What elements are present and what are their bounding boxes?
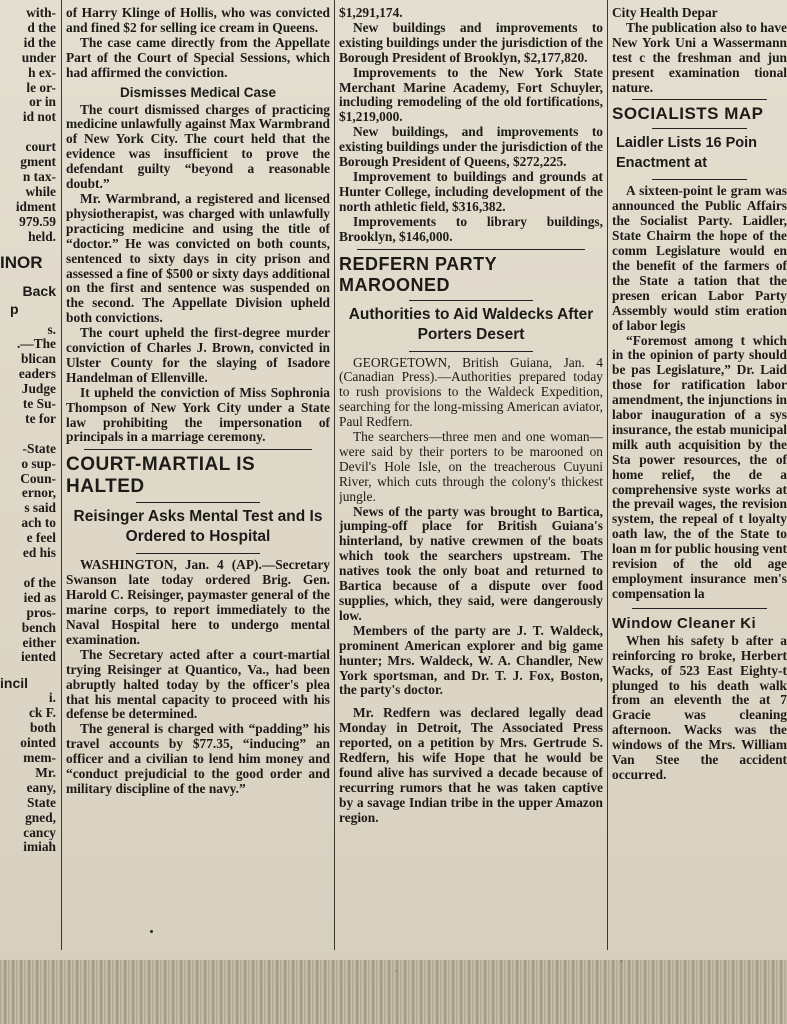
- subheadline-waldecks: Authorities to Aid Waldecks After Porters Desert: [348, 305, 594, 343]
- article-p7: WASHINGTON, Jan. 4 (AP).—Secretary Swanson late today ordered Brig. Gen. Harold C. Reisinger, paymaster general of the marine corps, to report immediately to the Naval Hospital here to undergo mental examination.: [66, 557, 330, 647]
- article-p10: Members of the party are J. T. Waldeck, prominent American explorer and big game hunter; Mrs. Waldeck, W. A. Chandler, New York sportsman, and Dr. T. J. Fox, Boston, the party's doctor.: [339, 622, 603, 698]
- column-court: [66, 6, 330, 956]
- clipped-line: Mr.: [35, 764, 56, 780]
- article-p4: Mr. Warmbrand, a registered and licensed physiotherapist, was charged with unlawfully practicing medicine and using the title of “doctor.” He was convicted on both counts, sentenced to sixty days in city prison and assessed a fine of $500 or sixty days additional on the first and sentence was suspended on the second. The Appellate Division upheld both convictions.: [66, 190, 330, 326]
- clipped-line: id not: [22, 109, 56, 125]
- clipped-line: [0, 561, 56, 576]
- article-p2: The case came directly from the Appellate Part of the Court of Special Sessions, which had affirmed the conviction.: [66, 34, 330, 80]
- article-p8: The Secretary acted after a court-martial trying Reisinger at Quantico, Va., had been abruptly halted today by the officer's plea that his mental capacity to proceed with his defense be determined.: [66, 646, 330, 722]
- torn-bottom-edge: [0, 960, 787, 1024]
- article-p2: New buildings and improvements to existing buildings under the jurisdiction of the Borough President of Brooklyn, $2,177,820.: [339, 19, 603, 65]
- article-p1: $1,291,174.: [339, 6, 403, 20]
- clipped-line: s said: [24, 500, 56, 516]
- clipped-line: gned,: [25, 809, 56, 825]
- clipped-line: both: [29, 720, 56, 736]
- clipped-line: o sup-: [21, 455, 56, 471]
- clipped-line: te Su-: [22, 396, 56, 412]
- clipped-line: h ex-: [28, 64, 56, 80]
- article-p4: “Foremost among t which in the opinion of party should be pas Legislature,” Dr. Laid those for ratification labor amendment, the injunctions in labor inauguration of a sys insurance, the estab municipal milk auth acquisition by the Sta power resources, the of home relief, the de a comprehensive syste works at the prevail wages, the revision system, the repeal of t loyalty oath law, the of the State to loan m for public housing vent revision of the old age employment insurance men's compensation la: [612, 332, 787, 601]
- column-socialists: [612, 6, 787, 956]
- clipped-lines-middle: [0, 323, 60, 666]
- clipped-line: either: [22, 634, 56, 650]
- article-p4: New buildings, and improvements to existing buildings under the jurisdiction of the Borough President of Queens, $272,225.: [339, 124, 603, 170]
- divider-rule-short: [409, 351, 533, 352]
- column-divider-3: [607, 0, 608, 950]
- divider-rule-short: [136, 502, 260, 503]
- clipped-line: of the: [23, 574, 56, 590]
- article-p6: It upheld the conviction of Miss Sophronia Thompson of New York City under a State law prohibiting the impersonation of principals in a marriage ceremony.: [66, 384, 330, 445]
- clipped-line: n tax-: [22, 168, 56, 184]
- clipped-line: ck F.: [28, 705, 56, 721]
- clipped-line: imiah: [23, 839, 56, 855]
- article-p5: Improvement to buildings and grounds at Hunter College, including development of the north athletic field, $316,382.: [339, 168, 603, 214]
- divider-rule-short: [652, 128, 747, 129]
- clipped-line: ed his: [22, 545, 56, 561]
- clipped-line: with-: [26, 6, 56, 20]
- headline-socialists: SOCIALISTS MAP: [612, 104, 764, 124]
- divider-rule: [84, 449, 312, 450]
- column-budget-redfern: [339, 6, 603, 956]
- article-p9: News of the party was brought to Bartica, jumping-off place for British Guiana's hinterland, by native crewmen of the boats which took the searchers upstream. The natives took the only boat and returned to Bartica because of a dispute over food supplies, which, they said, were dangerously low.: [339, 503, 603, 623]
- article-p1: of Harry Klinge of Hollis, who was convicted and fined $2 for selling ice cream in Queens.: [66, 6, 330, 35]
- clipped-line: d the: [27, 19, 56, 35]
- article-p6: Improvements to library buildings, Brooklyn, $146,000.: [339, 213, 603, 244]
- headline-court-martial: COURT-MARTIAL IS HALTED: [66, 454, 256, 498]
- clipped-line: -State: [22, 440, 56, 456]
- clipped-line: eaders: [18, 366, 56, 382]
- clipped-line: cancy: [23, 824, 56, 840]
- clipped-lines-bottom: [0, 691, 60, 855]
- article-p5: When his safety b after a reinforcing ro broke, Herbert Wacks, of 523 East Eighty-t plunged to his death walk from an eleventh the at 7 Gracie was cleaning afternoon. Wacks was the windows of the Mrs. William Van Stee the accident occurred.: [612, 632, 787, 782]
- clipped-line: .—The: [16, 336, 56, 352]
- column-divider-1: [61, 0, 62, 950]
- subheadline-reisinger: Reisinger Asks Mental Test and Is Ordered to Hospital: [73, 508, 323, 546]
- clipped-line: while: [25, 183, 56, 199]
- clipped-line: ointed: [20, 735, 56, 751]
- article-p2: The publication also to have New York Uni a Wassermann test c the freshman and jun present examination tional nature.: [612, 19, 787, 95]
- subheadline-laidler: Laidler Lists 16 Poin Enactment at: [616, 135, 758, 172]
- ink-speck: [150, 930, 153, 933]
- divider-rule-short: [409, 300, 533, 301]
- clipped-line: Coun-: [20, 470, 56, 486]
- clipped-line: gment: [20, 154, 56, 170]
- article-p7: GEORGETOWN, British Guiana, Jan. 4 (Canadian Press).—Authorities prepared today to rush provisions to the Waldeck Expedition, searching for the long-missing American aviator, Paul Redfern.: [339, 354, 603, 430]
- clipped-line: [0, 125, 56, 140]
- clipped-head-council: incil: [0, 675, 29, 692]
- article-p3: Improvements to the New York State Merchant Marine Academy, Fort Schuyler, including remodeling of the old fortifications, $1,219,000.: [339, 64, 603, 125]
- clipped-head-minor: INOR: [0, 252, 43, 272]
- clipped-line: or in: [29, 94, 56, 110]
- clipped-line: iented: [21, 649, 56, 665]
- article-p3: The court dismissed charges of practicing medicine unlawfully against Max Warmbrand of New York City. The court held that the evidence was insufficient to prove the defendant guilty “beyond a reasonable doubt.”: [66, 101, 330, 192]
- article-p8: The searchers—three men and one woman—were said by their porters to be marooned on Devil's Hole Isle, on the treacherous Cuyuni River, which cuts through the colony's thickest jungle.: [339, 429, 603, 504]
- headline-window-cleaner: Window Cleaner Ki: [612, 614, 757, 632]
- clipped-line: i.: [48, 690, 56, 706]
- article-p1: City Health Depar: [612, 6, 718, 20]
- clipped-line: ied as: [23, 589, 56, 605]
- divider-rule-short: [652, 179, 747, 180]
- clipped-line: id the: [23, 34, 56, 50]
- clipped-head-p: p: [10, 300, 19, 317]
- clipped-line: held.: [28, 228, 56, 244]
- clipped-line: ach to: [21, 515, 56, 531]
- article-p3: A sixteen-point le gram was announced the Public Affairs the Socialist Party. Laidler, State Chairm the hope of the comm Legislature would en the benefit of the farmers of the State a tation that the presen erican Labor Party Assembly would stim eration of labor legis: [612, 183, 787, 333]
- clipped-line: State: [26, 794, 56, 810]
- clipped-line: court: [25, 139, 56, 155]
- divider-rule: [632, 99, 767, 100]
- clipped-line: e feel: [26, 530, 56, 546]
- clipped-line: [0, 427, 56, 442]
- clipped-line: 979.59: [19, 213, 56, 229]
- column-left-clipped: [0, 6, 60, 946]
- clipped-line: pros-: [26, 604, 56, 620]
- subhead-medical-case: Dismisses Medical Case: [119, 84, 277, 100]
- clipped-line: ernor,: [21, 485, 56, 501]
- headline-redfern: REDFERN PARTY MAROONED: [339, 253, 497, 295]
- article-p5: The court upheld the first-degree murder conviction of Charles J. Brown, convicted in Ulster County for the slaying of Isadore Handelman of Ellenville.: [66, 325, 330, 385]
- clipped-line: bench: [21, 619, 56, 635]
- article-p11: Mr. Redfern was declared legally dead Monday in Detroit, The Associated Press reported, on a petition by Mrs. Gertrude S. Redfern, his wife Hope that he would be found alive has survived a decade because of recurring rumors that he was taken captive by a savage Indian tribe in the upper Amazon region.: [339, 705, 603, 825]
- clipped-line: te for: [25, 410, 56, 426]
- clipped-line: le or-: [26, 79, 56, 95]
- clipped-head-back: Back: [22, 282, 56, 299]
- clipped-lines-top: [0, 6, 60, 245]
- article-p9: The general is charged with “padding” his travel accounts by $77.35, “inducing” an officer and a civilian to lend him money and “conduct prejudicial to the good order and military discipline of the navy.”: [66, 721, 330, 796]
- divider-rule: [357, 249, 585, 250]
- divider-rule: [632, 608, 767, 609]
- clipped-line: Judge: [21, 381, 56, 397]
- clipped-line: blican: [21, 351, 56, 367]
- column-divider-2: [334, 0, 335, 950]
- clipped-line: mem-: [23, 749, 56, 765]
- clipped-line: s.: [47, 321, 56, 337]
- divider-rule-short: [136, 553, 260, 554]
- clipped-line: eany,: [26, 779, 56, 795]
- clipped-line: idment: [15, 198, 56, 214]
- clipped-line: under: [21, 49, 56, 65]
